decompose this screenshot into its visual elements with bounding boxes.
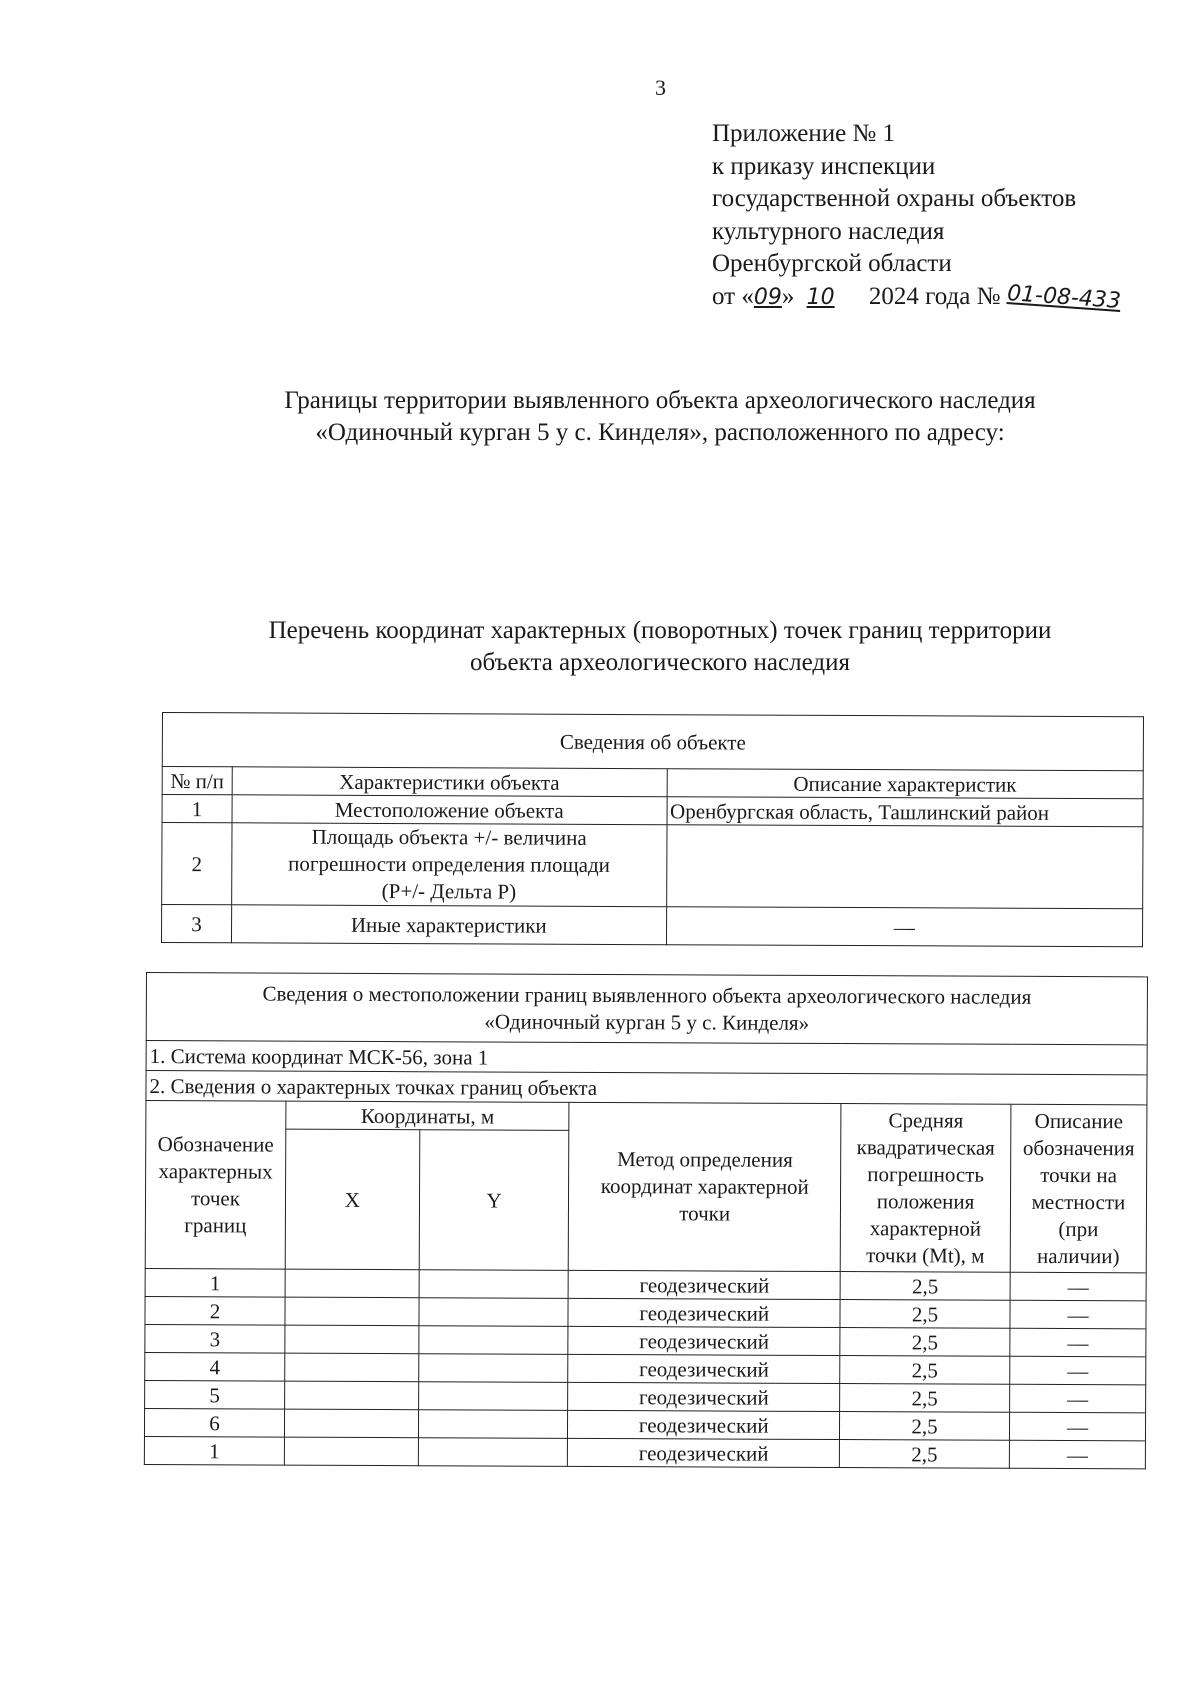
header-point-description: Описание обозначения точки на местности (при наличии) <box>1010 1104 1147 1273</box>
page-title <box>0 385 1200 449</box>
handwritten-month: 10 <box>806 284 835 310</box>
handwritten-day: 09 <box>753 284 782 310</box>
table-row: 1 геодезический 2,5 — <box>144 1436 1145 1468</box>
table-row: 2 Площадь объекта +/- величина погрешности определения площади (P+/- Дельта P) <box>162 823 1143 909</box>
points-caption: 2. Сведения о характерных точках границ объекта <box>146 1071 1147 1105</box>
table-row: 1 геодезический 2,5 — <box>145 1268 1146 1300</box>
header-method: Метод определения координат характерной точки <box>569 1102 841 1271</box>
table-row: 2 геодезический 2,5 — <box>145 1296 1146 1328</box>
appendix-line: культурного наследия <box>712 217 945 245</box>
appendix-title: Приложение № 1 <box>712 120 896 147</box>
appendix-line: к приказу инспекции <box>712 152 936 180</box>
date-year: 2024 года № <box>868 282 1001 310</box>
coord-table-caption: Сведения о местоположении границ выявленного объекта археологического наследия «Одиночный курган 5 у с. Кинделя» <box>146 973 1147 1045</box>
table-row: 1 Местоположение объекта Оренбургская область, Ташлинский район <box>162 795 1143 827</box>
object-info-table <box>161 712 1144 947</box>
order-date-line <box>712 281 1121 315</box>
coordinates-subtitle <box>0 615 1200 679</box>
page-number: 3 <box>655 75 666 100</box>
header-characteristic: Характеристики объекта <box>232 767 667 797</box>
title-line: Границы территории выявленного объекта археологического наследия <box>284 387 1036 414</box>
date-prefix: от « <box>712 282 754 310</box>
date-mid: » <box>781 282 795 310</box>
title-line: «Одиночный курган 5 у с. Кинделя», расположенного по адресу: <box>315 419 1005 446</box>
table-row: 3 Иные характеристики — <box>161 905 1142 947</box>
coordinate-system: 1. Система координат МСК-56, зона 1 <box>146 1041 1147 1075</box>
subtitle-line: объекта археологического наследия <box>470 649 850 676</box>
header-x: X <box>285 1129 419 1270</box>
header-coordinates: Координаты, м <box>286 1101 570 1130</box>
handwritten-order-number: 01-08-433 <box>1006 280 1122 314</box>
appendix-line: государственной охраны объектов <box>712 185 1077 212</box>
appendix-line: Оренбургской области <box>712 250 952 277</box>
table-row: 5 геодезический 2,5 — <box>145 1380 1146 1412</box>
appendix-block <box>712 118 1121 314</box>
header-num: № п/п <box>162 767 232 795</box>
table-row: 3 геодезический 2,5 — <box>145 1324 1146 1356</box>
boundary-coordinates-table <box>144 972 1148 1469</box>
subtitle-line: Перечень координат характерных (поворотных) точек границ территории <box>268 617 1052 644</box>
object-table-caption: Сведения об объекте <box>162 713 1143 771</box>
table-row: 6 геодезический 2,5 — <box>144 1408 1145 1440</box>
header-error: Средняя квадратическая погрешность положения характерной точки (Mt), м <box>840 1104 1011 1273</box>
header-y: Y <box>419 1130 569 1271</box>
table-row: 4 геодезический 2,5 — <box>145 1352 1146 1384</box>
header-description: Описание характеристик <box>667 769 1144 799</box>
header-designation: Обозначение характерных точек границ <box>145 1101 286 1270</box>
